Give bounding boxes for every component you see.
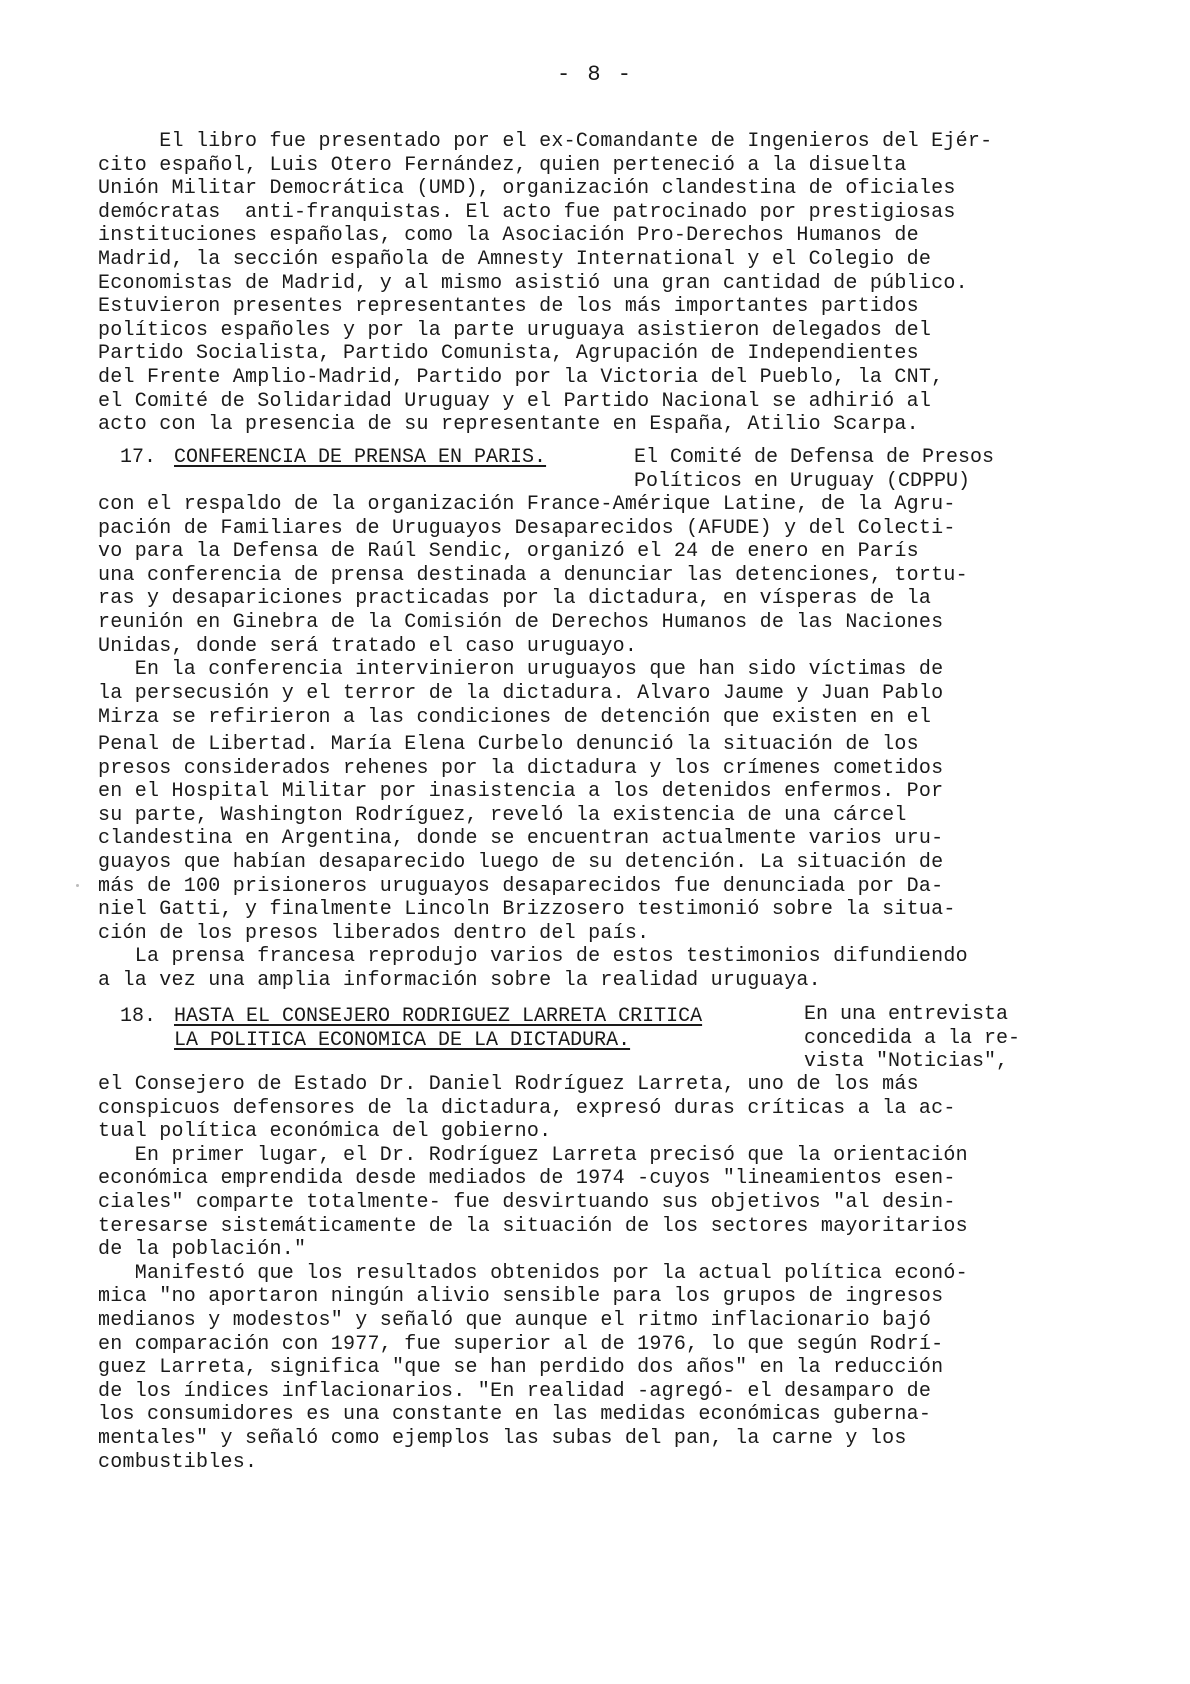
section-18-intro-side-text — [804, 1003, 1020, 1074]
text-line: Manifestó que los resultados obtenidos por la actual política econó- — [98, 1261, 968, 1285]
section-17-intro-side-text — [634, 446, 994, 493]
section-17-body — [98, 493, 1118, 705]
text-line: guez Larreta, significa "que se han perdido dos años" en la reducción — [98, 1356, 944, 1380]
section-18-body — [98, 1073, 1118, 1474]
text-line: presos considerados rehenes por la dictadura y los crímenes cometidos — [98, 756, 944, 780]
text-line: pación de Familiares de Uruguayos Desaparecidos (AFUDE) y del Colecti- — [98, 516, 956, 540]
text-line: ras y desapariciones practicadas por la dictadura, en vísperas de la — [98, 587, 932, 611]
text-line: mica "no aportaron ningún alivio sensible para los grupos de ingresos — [98, 1285, 944, 1309]
section-17-body-continued — [98, 706, 1118, 730]
text-line: Estuvieron presentes representantes de los más importantes partidos — [98, 295, 919, 319]
text-line: en el Hospital Militar por inasistencia a los detenidos enfermos. Por — [98, 780, 944, 804]
text-line: Penal de Libertad. María Elena Curbelo denunció la situación de los — [98, 733, 919, 756]
text-line: el Comité de Solidaridad Uruguay y el Partido Nacional se adhirió al — [98, 389, 932, 413]
text-line: El libro fue presentado por el ex-Comandante de Ingenieros del Ejér- — [98, 130, 993, 153]
text-line: Unión Militar Democrática (UMD), organización clandestina de oficiales — [98, 177, 956, 201]
text-line: clandestina en Argentina, donde se encuentran actualmente varios uru- — [98, 827, 944, 851]
text-line: cito español, Luis Otero Fernández, quien perteneció a la disuelta — [98, 153, 907, 177]
text-line: ciales" comparte totalmente- fue desvirtuando sus objetivos "al desin- — [98, 1190, 956, 1214]
text-line: concedida a la re- — [804, 1026, 1021, 1050]
text-line: niel Gatti, y finalmente Lincoln Brizzosero testimonió sobre la situa- — [98, 898, 956, 922]
text-line: del Frente Amplio-Madrid, Partido por la Victoria del Pueblo, la CNT, — [98, 365, 944, 389]
text-line: Economistas de Madrid, y al mismo asistió una gran cantidad de público. — [98, 271, 968, 295]
text-line: medianos y modestos" y señaló que aunque el ritmo inflacionario bajó — [98, 1308, 932, 1332]
title-line: HASTA EL CONSEJERO RODRIGUEZ LARRETA CRITICA — [174, 1005, 703, 1028]
text-line: la persecusión y el terror de la dictadura. Alvaro Jaume y Juan Pablo — [98, 681, 944, 705]
text-line: los consumidores es una constante en las medidas económicas guberna- — [98, 1403, 932, 1427]
text-line: conspicuos defensores de la dictadura, expresó duras críticas a la ac- — [98, 1096, 956, 1120]
text-line: guayos que habían desaparecido luego de su detención. La situación de — [98, 850, 944, 874]
text-line: combustibles. — [98, 1450, 258, 1474]
section-17-body-rest — [98, 733, 1118, 993]
text-line: mentales" y señaló como ejemplos las subas del pan, la carne y los — [98, 1426, 907, 1450]
text-line: El Comité de Defensa de Presos — [634, 446, 995, 469]
text-line: vista "Noticias", — [804, 1050, 1009, 1074]
text-line: La prensa francesa reprodujo varios de estos testimonios difundiendo — [98, 945, 968, 969]
text-line: económica emprendida desde mediados de 1974 -cuyos "lineamientos esen- — [98, 1167, 956, 1191]
section-18-number: 18. — [120, 1005, 157, 1028]
text-line: de los índices inflacionarios. "En realidad -agregó- el desamparo de — [98, 1379, 932, 1403]
text-line: más de 100 prisioneros uruguayos desaparecidos fue denunciada por Da- — [98, 874, 944, 898]
section-18-title — [174, 1005, 702, 1052]
section-17-number: 17. — [120, 446, 157, 469]
text-line: Partido Socialista, Partido Comunista, Agrupación de Independientes — [98, 342, 919, 366]
page-number: - 8 - — [556, 62, 633, 87]
text-line: Mirza se refirieron a las condiciones de detención que existen en el — [98, 706, 932, 729]
text-line: reunión en Ginebra de la Comisión de Derechos Humanos de las Naciones — [98, 610, 944, 634]
intro-paragraph — [98, 130, 1118, 437]
section-17-title: CONFERENCIA DE PRENSA EN PARIS. — [174, 446, 547, 469]
text-line: En primer lugar, el Dr. Rodríguez Larreta precisó que la orientación — [98, 1143, 968, 1167]
text-line: con el respaldo de la organización France-Amérique Latine, de la Agru- — [98, 493, 956, 516]
text-line: una conferencia de prensa destinada a denunciar las detenciones, tortu- — [98, 563, 968, 587]
text-line: instituciones españolas, como la Asociación Pro-Derechos Humanos de — [98, 224, 919, 248]
text-line: de la población." — [98, 1238, 307, 1262]
text-line: ción de los presos liberados dentro del país. — [98, 921, 650, 945]
text-line: su parte, Washington Rodríguez, reveló la existencia de una cárcel — [98, 803, 907, 827]
text-line: Políticos en Uruguay (CDPPU) — [634, 469, 971, 493]
text-line: el Consejero de Estado Dr. Daniel Rodríguez Larreta, uno de los más — [98, 1073, 919, 1096]
text-line: tual política económica del gobierno. — [98, 1120, 552, 1144]
text-line: políticos españoles y por la parte uruguaya asistieron delegados del — [98, 318, 932, 342]
text-line: acto con la presencia de su representante en España, Atilio Scarpa. — [98, 413, 919, 437]
text-line: vo para la Defensa de Raúl Sendic, organizó el 24 de enero en París — [98, 540, 919, 564]
text-line: en comparación con 1977, fue superior al de 1976, lo que según Rodrí- — [98, 1332, 944, 1356]
text-line: Madrid, la sección española de Amnesty International y el Colegio de — [98, 247, 932, 271]
scan-speck — [76, 884, 79, 887]
text-line: teresarse sistemáticamente de la situación de los sectores mayoritarios — [98, 1214, 968, 1238]
title-line: LA POLITICA ECONOMICA DE LA DICTADURA. — [174, 1028, 631, 1052]
text-line: a la vez una amplia información sobre la realidad uruguaya. — [98, 968, 821, 992]
text-line: En una entrevista — [804, 1003, 1009, 1026]
text-line: Unidas, donde será tratado el caso uruguayo. — [98, 634, 638, 658]
text-line: En la conferencia intervinieron uruguayos que han sido víctimas de — [98, 658, 944, 682]
text-line: demócratas anti-franquistas. El acto fue patrocinado por prestigiosas — [98, 200, 956, 224]
